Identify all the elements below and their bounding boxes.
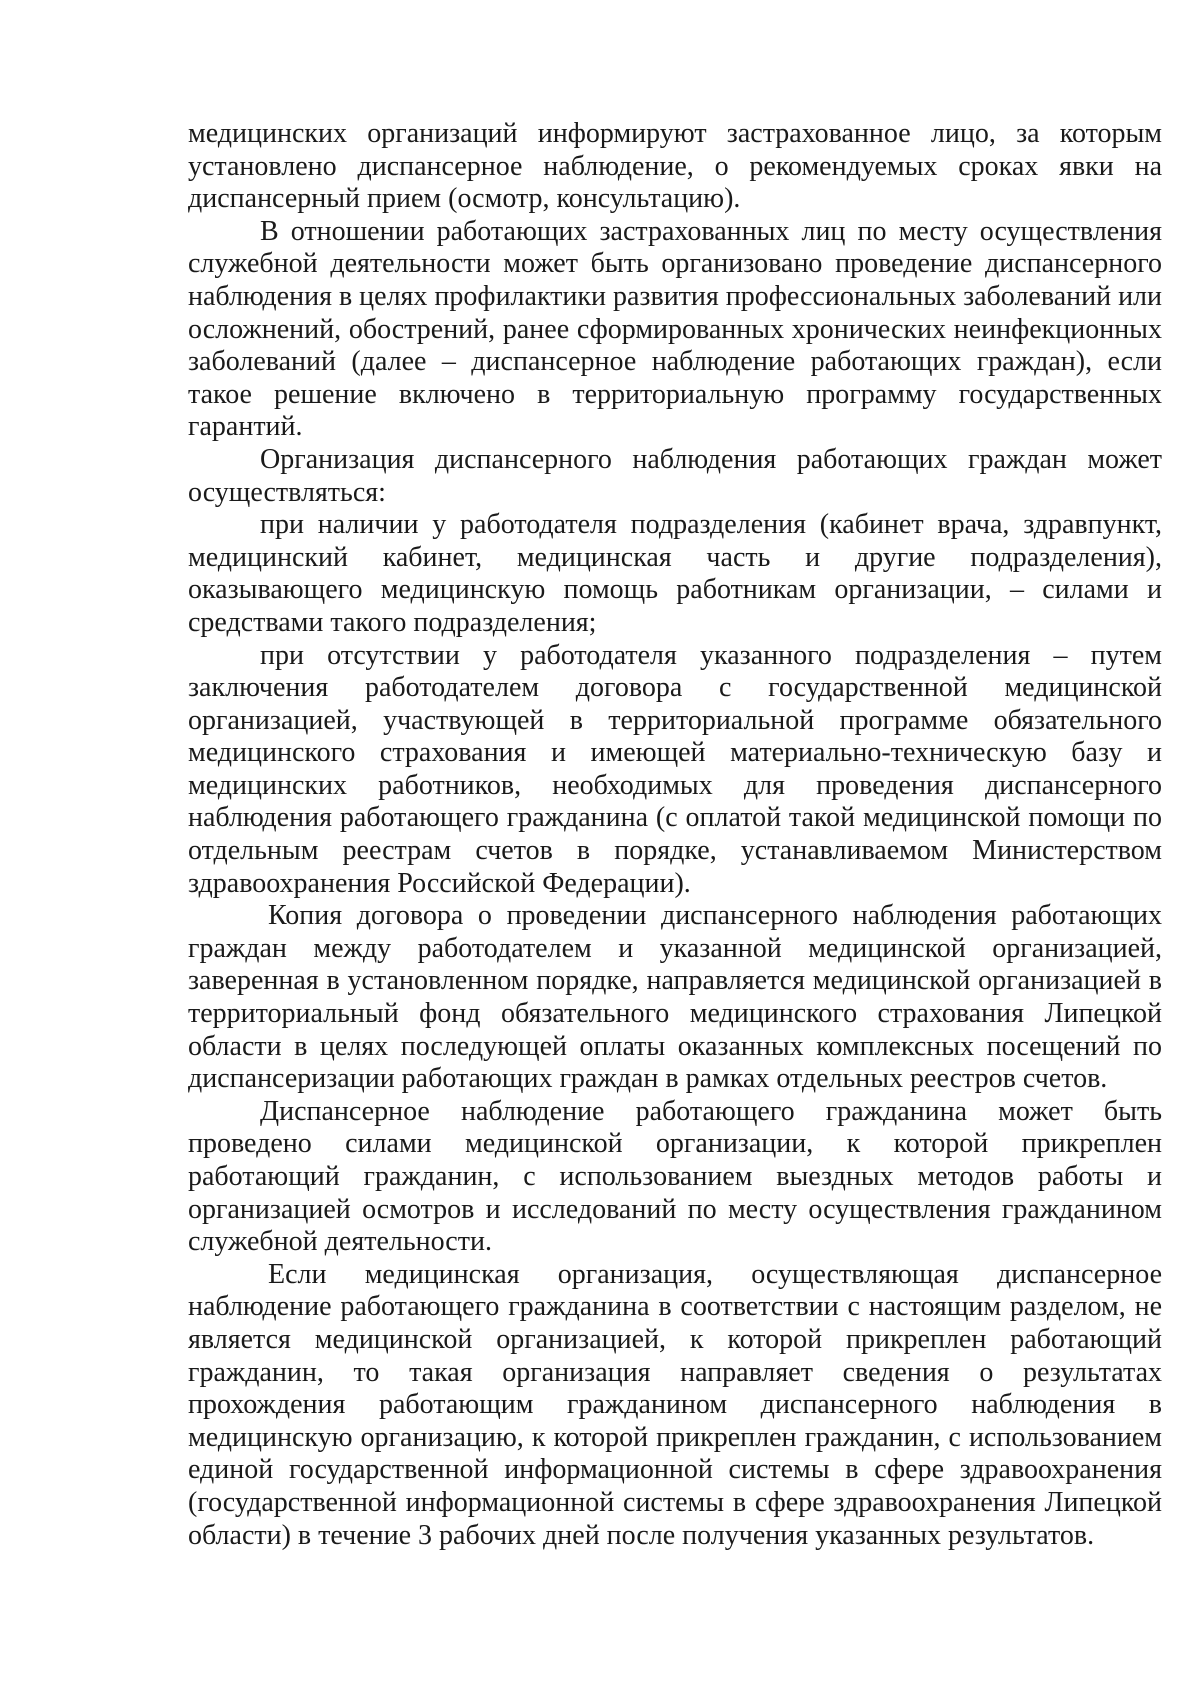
document-page [188,118,1162,1552]
paragraph-with-subdivision: при наличии у работодателя подразделения (кабинет врача, здравпункт, медицинский кабинет, медицинская часть и другие подразделения), оказывающего медицинскую помощь работникам организации, – силами и средствами такого подразделения; [188,509,1162,638]
paragraph-contract-copy: Копия договора о проведении диспансерного наблюдения работающих граждан между работодателем и указанной медицинской организацией, заверенная в установленном порядке, направляется медицинской организацией в территориальный фонд обязательного медицинского страхования Липецкой области в целях последующей оплаты оказанных комплексных посещений по диспансеризации работающих граждан в рамках отдельных реестров счетов. [188,900,1162,1095]
paragraph-results-transfer: Если медицинская организация, осуществляющая диспансерное наблюдение работающего гражданина в соответствии с настоящим разделом, не является медицинской организацией, к которой прикреплен работающий гражданин, то такая организация направляет сведения о результатах прохождения работающим гражданином диспансерного наблюдения в медицинскую организацию, к которой прикреплен гражданин, с использованием единой государственной информационной системы в сфере здравоохранения (государственной информационной системы в сфере здравоохранения Липецкой области) в течение 3 рабочих дней после получения указанных результатов. [188,1258,1162,1551]
paragraph-working-persons: В отношении работающих застрахованных лиц по месту осуществления служебной деятельности может быть организовано проведение диспансерного наблюдения в целях профилактики развития профессиональных заболеваний или осложнений, обострений, ранее сформированных хронических неинфекционных заболеваний (далее – диспансерное наблюдение работающих граждан), если такое решение включено в территориальную программу государственных гарантий. [188,215,1163,443]
paragraph-continuation: медицинских организаций информируют застрахованное лицо, за которым установлено диспансерное наблюдение, о рекомендуемых сроках явки на диспансерный прием (осмотр, консультацию). [188,118,1162,215]
paragraph-without-subdivision: при отсутствии у работодателя указанного подразделения – путем заключения работодателем договора с государственной медицинской организацией, участвующей в территориальной программе обязательного медицинского страхования и имеющей материально-техническую базу и медицинских работников, необходимых для проведения диспансерного наблюдения работающего гражданина (с оплатой такой медицинской помощи по отдельным реестрам счетов в порядке, устанавливаемом Министерством здравоохранения Российской Федерации). [188,639,1162,899]
paragraph-observation-by-attached-org: Диспансерное наблюдение работающего гражданина может быть проведено силами медицинской организации, к которой прикреплен работающий гражданин, с использованием выездных методов работы и организацией осмотров и исследований по месту осуществления гражданином служебной деятельности. [188,1095,1162,1258]
paragraph-organization-intro: Организация диспансерного наблюдения работающих граждан может осуществляться: [188,443,1162,508]
